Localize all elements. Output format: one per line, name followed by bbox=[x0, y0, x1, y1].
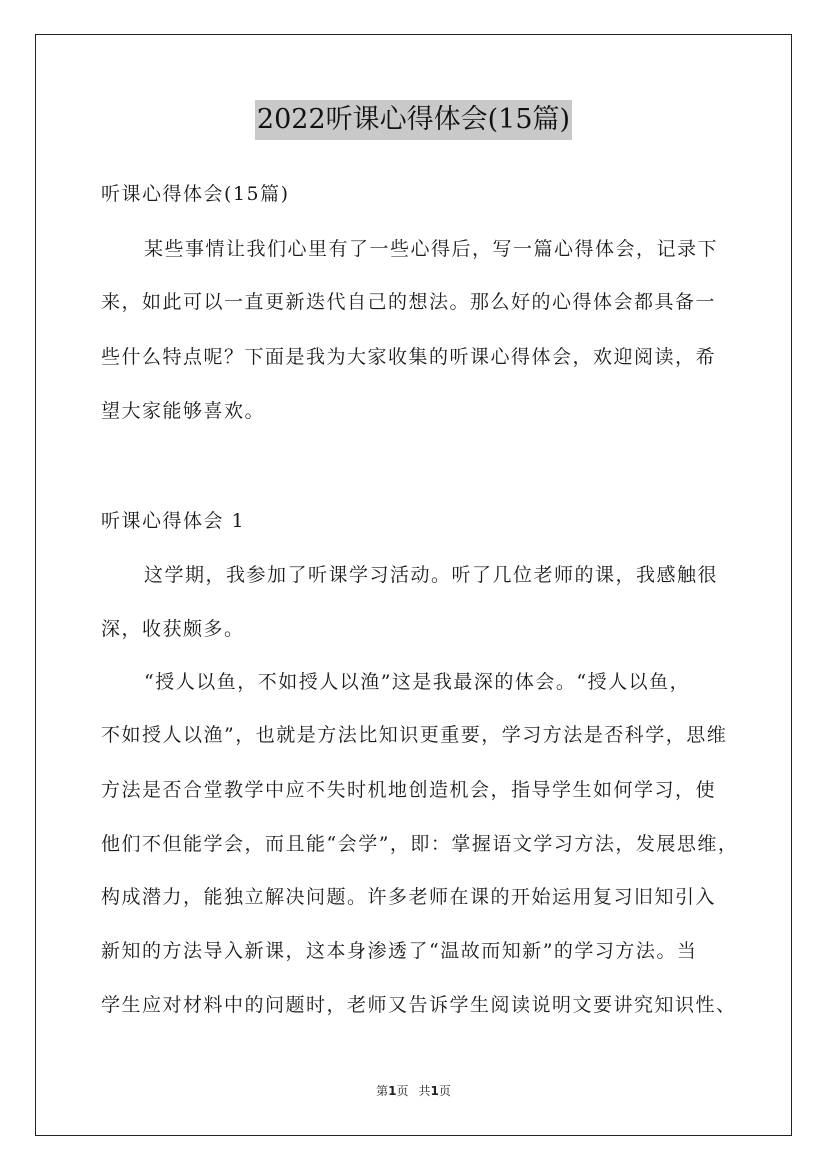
page-current: 1 bbox=[388, 1084, 397, 1098]
body-line: 不如授人以渔”，也就是方法比知识更重要，学习方法是否科学，思维 bbox=[101, 724, 728, 746]
intro-line: 来，如此可以一直更新迭代自己的想法。那么好的心得体会都具备一 bbox=[101, 291, 717, 313]
page-prefix: 第 bbox=[376, 1084, 389, 1098]
page-total: 1 bbox=[430, 1084, 439, 1098]
body-line: 构成潜力，能独立解决问题。许多老师在课的开始运用复习旧知引入 bbox=[101, 886, 717, 908]
intro-line: 些什么特点呢？下面是我为大家收集的听课心得体会，欢迎阅读，希 bbox=[101, 346, 717, 368]
document-title: 2022听课心得体会(15篇) bbox=[255, 100, 572, 140]
body-line: 新知的方法导入新课，这本身渗透了“温故而知新”的学习方法。当 bbox=[101, 940, 698, 962]
total-suffix: 页 bbox=[438, 1084, 451, 1098]
page-footer bbox=[0, 1083, 827, 1099]
title-container bbox=[0, 100, 827, 140]
section-heading: 听课心得体会 1 bbox=[101, 510, 246, 532]
subtitle: 听课心得体会(15篇) bbox=[101, 183, 290, 205]
intro-line: 某些事情让我们心里有了一些心得后，写一篇心得体会，记录下 bbox=[144, 238, 719, 260]
page-suffix: 页 bbox=[396, 1084, 409, 1098]
intro-line: 望大家能够喜欢。 bbox=[101, 400, 266, 422]
body-line: 学生应对材料中的问题时，老师又告诉学生阅读说明文要讲究知识性、 bbox=[101, 994, 737, 1016]
body-line: 这学期，我参加了听课学习活动。听了几位老师的课，我感触很 bbox=[144, 564, 719, 586]
body-line: 深，收获颇多。 bbox=[101, 618, 245, 640]
body-line: 他们不但能学会，而且能“会学”，即：掌握语文学习方法，发展思维， bbox=[101, 833, 739, 855]
body-line: 方法是否合堂教学中应不失时机地创造机会，指导学生如何学习，使 bbox=[101, 779, 717, 801]
total-prefix: 共 bbox=[418, 1084, 431, 1098]
body-line: “授人以鱼，不如授人以渔”这是我最深的体会。“授人以鱼， bbox=[144, 671, 691, 693]
